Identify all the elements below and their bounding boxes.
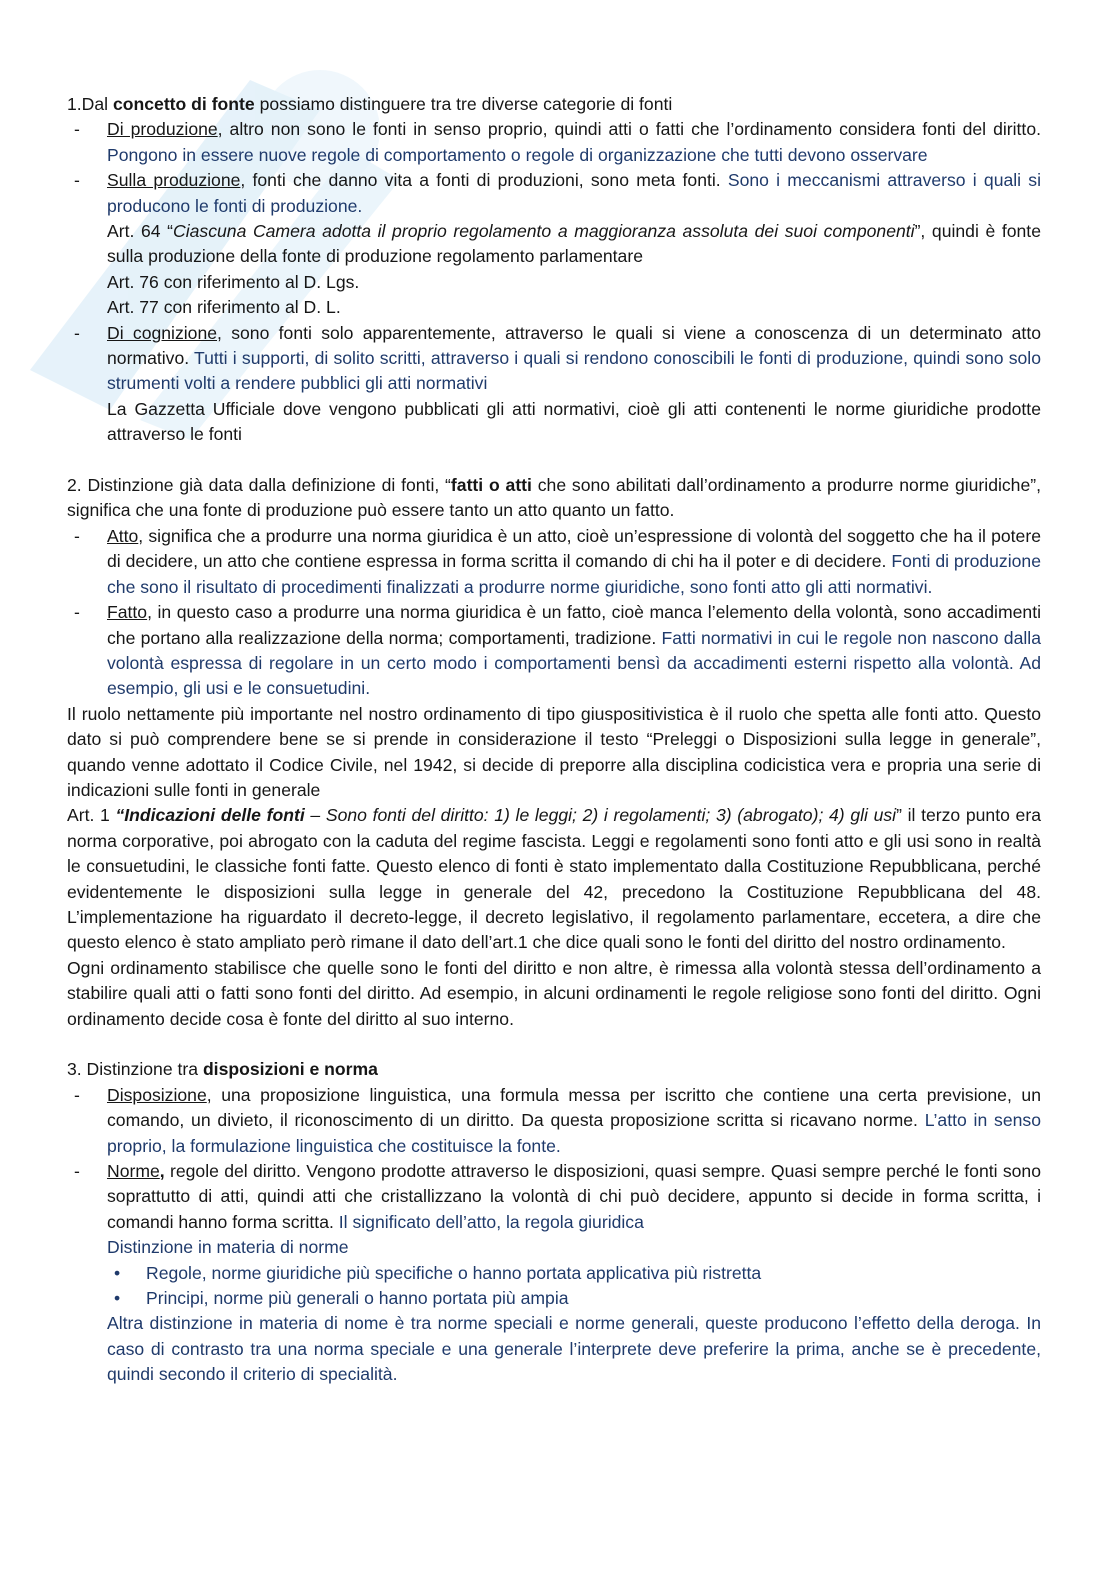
dash-marker: -: [74, 602, 80, 623]
art1-paragraph: Art. 1 “Indicazioni delle fonti – Sono fonti del diritto: 1) le leggi; 2) i regolamenti; 3) (abrogato); 4) gli usi” il terzo punto era norma corporative, poi abrogato con la caduta del regime fascista. Leggi e regolamenti sono fonti atto e gli usi sono in realtà le consuetudini, le classiche fonti fatte. Questo elenco di fonti è stato implementato dalla Costituzione Repubblicana, perché evidentemente le disposizioni sulla legge in generale del 42, precedono la Costituzione Repubblicana del 48. L’implementazione ha riguardato il decreto-legge, il decreto legislativo, il regolamento parlamentare, eccetera, a dire che questo elenco è stato ampliato però rimane il dato dell’art.1 che dice quali sono le fonti del diritto del nostro ordinamento.: [67, 805, 1041, 953]
section1-intro: 1.Dal concetto di fonte possiamo distinguere tra tre diverse categorie di fonti: [67, 94, 673, 114]
bullet-item: • Regole, norme giuridiche più specifiche o hanno portata applicativa più ristretta: [67, 1261, 1041, 1286]
section2-paragraph: Ogni ordinamento stabilisce che quelle sono le fonti del diritto e non altre, è rimessa alla volontà stessa dell’ordinamento a stabilire quali atti o fatti sono fonti del diritto. Ad esempio, in alcuni ordinamenti le regole religiose sono fonti del diritto. Ogni ordinamento decide cosa è fonte del diritto al suo interno.: [67, 957, 1041, 1029]
bullet-item: • Principi, norme più generali o hanno portata più ampia: [67, 1286, 1041, 1311]
section3-intro: 3. Distinzione tra disposizioni e norma: [67, 1059, 378, 1080]
dash-marker: -: [74, 119, 80, 140]
dash-marker: -: [74, 322, 80, 343]
list-item: - Sulla produzione, fonti che danno vita a fonti di produzioni, sono meta fonti. Sono i meccanismi attraverso i quali si producono le fonti di produzione.: [74, 170, 1041, 216]
dash-marker: -: [74, 525, 80, 546]
dash-marker: -: [74, 170, 80, 191]
closing-paragraph: Altra distinzione in materia di nome è tra norme speciali e norme generali, queste producono l’effetto della deroga. In caso di contrasto tra una norma speciale e una generale l’interprete deve preferire la prima, anche se è precedente, quindi secondo il criterio di specialità.: [107, 1313, 1041, 1385]
list-item: - Norme, regole del diritto. Vengono prodotte attraverso le disposizioni, quasi sempre. Quasi sempre perché le fonti sono soprattutto di atti, quindi atti che cristallizzano la volontà di chi può decidere, appunto si decide in forma scritta, i comandi hanno forma scritta. Il significato dell’atto, la regola giuridica: [74, 1161, 1041, 1232]
dash-marker: -: [74, 1084, 80, 1105]
art76-line: Art. 76 con riferimento al D. Lgs.: [107, 271, 360, 292]
distinzione-line: Distinzione in materia di norme: [107, 1237, 349, 1258]
section2-paragraph: Il ruolo nettamente più importante nel nostro ordinamento di tipo giuspositivistica è il ruolo che spetta alle fonti atto. Questo dato si può comprendere bene se si prende in considerazione il testo “Preleggi o Disposizioni sulla legge in generale”, quando venne adottato il Codice Civile, nel 1942, si decide di preporre alla disciplina codicistica vera e propria una serie di indicazioni sulle fonti in generale: [67, 703, 1041, 800]
section2-intro: 2. Distinzione già data dalla definizione di fonti, “fatti o atti che sono abilitati dall’ordinamento a produrre norme giuridiche”, significa che una fonte di produzione può essere tanto un atto quanto un fatto.: [67, 475, 1042, 521]
list-item: - Atto, significa che a produrre una norma giuridica è un atto, cioè un’espressione di volontà del soggetto che ha il potere di decidere, un atto che contiene espressa in forma scritta il comando di chi ha il poter e di decidere. Fonti di produzione che sono il risultato di procedimenti finalizzati a produrre norme giuridiche, sono fonti atto gli atti normativi.: [74, 525, 1041, 597]
list-item: - Fatto, in questo caso a produrre una norma giuridica è un fatto, cioè manca l’elemento della volontà, sono accadimenti che portano alla realizzazione della norma; comportamenti, tradizione. Fatti normativi in cui le regole non nascono dalla volontà espressa di regolare in un certo modo i comportamenti bensì da accadimenti esterni rispetto alla volontà. Ad esempio, gli usi e le consuetudini.: [74, 602, 1041, 699]
art77-line: Art. 77 con riferimento al D. L.: [107, 297, 341, 318]
art64-paragraph: Art. 64 “Ciascuna Camera adotta il proprio regolamento a maggioranza assoluta dei suoi componenti”, quindi è fonte sulla produzione della fonte di produzione regolamento parlamentare: [107, 221, 1041, 267]
list-item: - Di produzione, altro non sono le fonti in senso proprio, quindi atti o fatti che l’ordinamento considera fonti del diritto. Pongono in essere nuove regole di comportamento o regole di organizzazione che tutti devono osservare: [74, 119, 1041, 165]
list-item: - Di cognizione, sono fonti solo apparentemente, attraverso le quali si viene a conoscenza di un determinato atto normativo. Tutti i supporti, di solito scritti, attraverso i quali si rendono conoscibili le fonti di produzione, quindi sono solo strumenti volti a rendere pubblici gli atti normativi: [74, 322, 1041, 394]
document-body: [67, 92, 1041, 1388]
gazzetta-paragraph: La Gazzetta Ufficiale dove vengono pubblicati gli atti normativi, cioè gli atti contenenti le norme giuridiche prodotte attraverso le fonti: [107, 398, 1041, 445]
bullet-icon: •: [114, 1262, 121, 1283]
list-item: - Disposizione, una proposizione linguistica, una formula messa per iscritto che contiene una certa previsione, un comando, un divieto, il riconoscimento di un diritto. Da questa proposizione scritta si ricavano norme. L’atto in senso proprio, la formulazione linguistica che costituisce la fonte.: [74, 1084, 1041, 1156]
dash-marker: -: [74, 1161, 80, 1182]
bullet-icon: •: [114, 1288, 121, 1309]
